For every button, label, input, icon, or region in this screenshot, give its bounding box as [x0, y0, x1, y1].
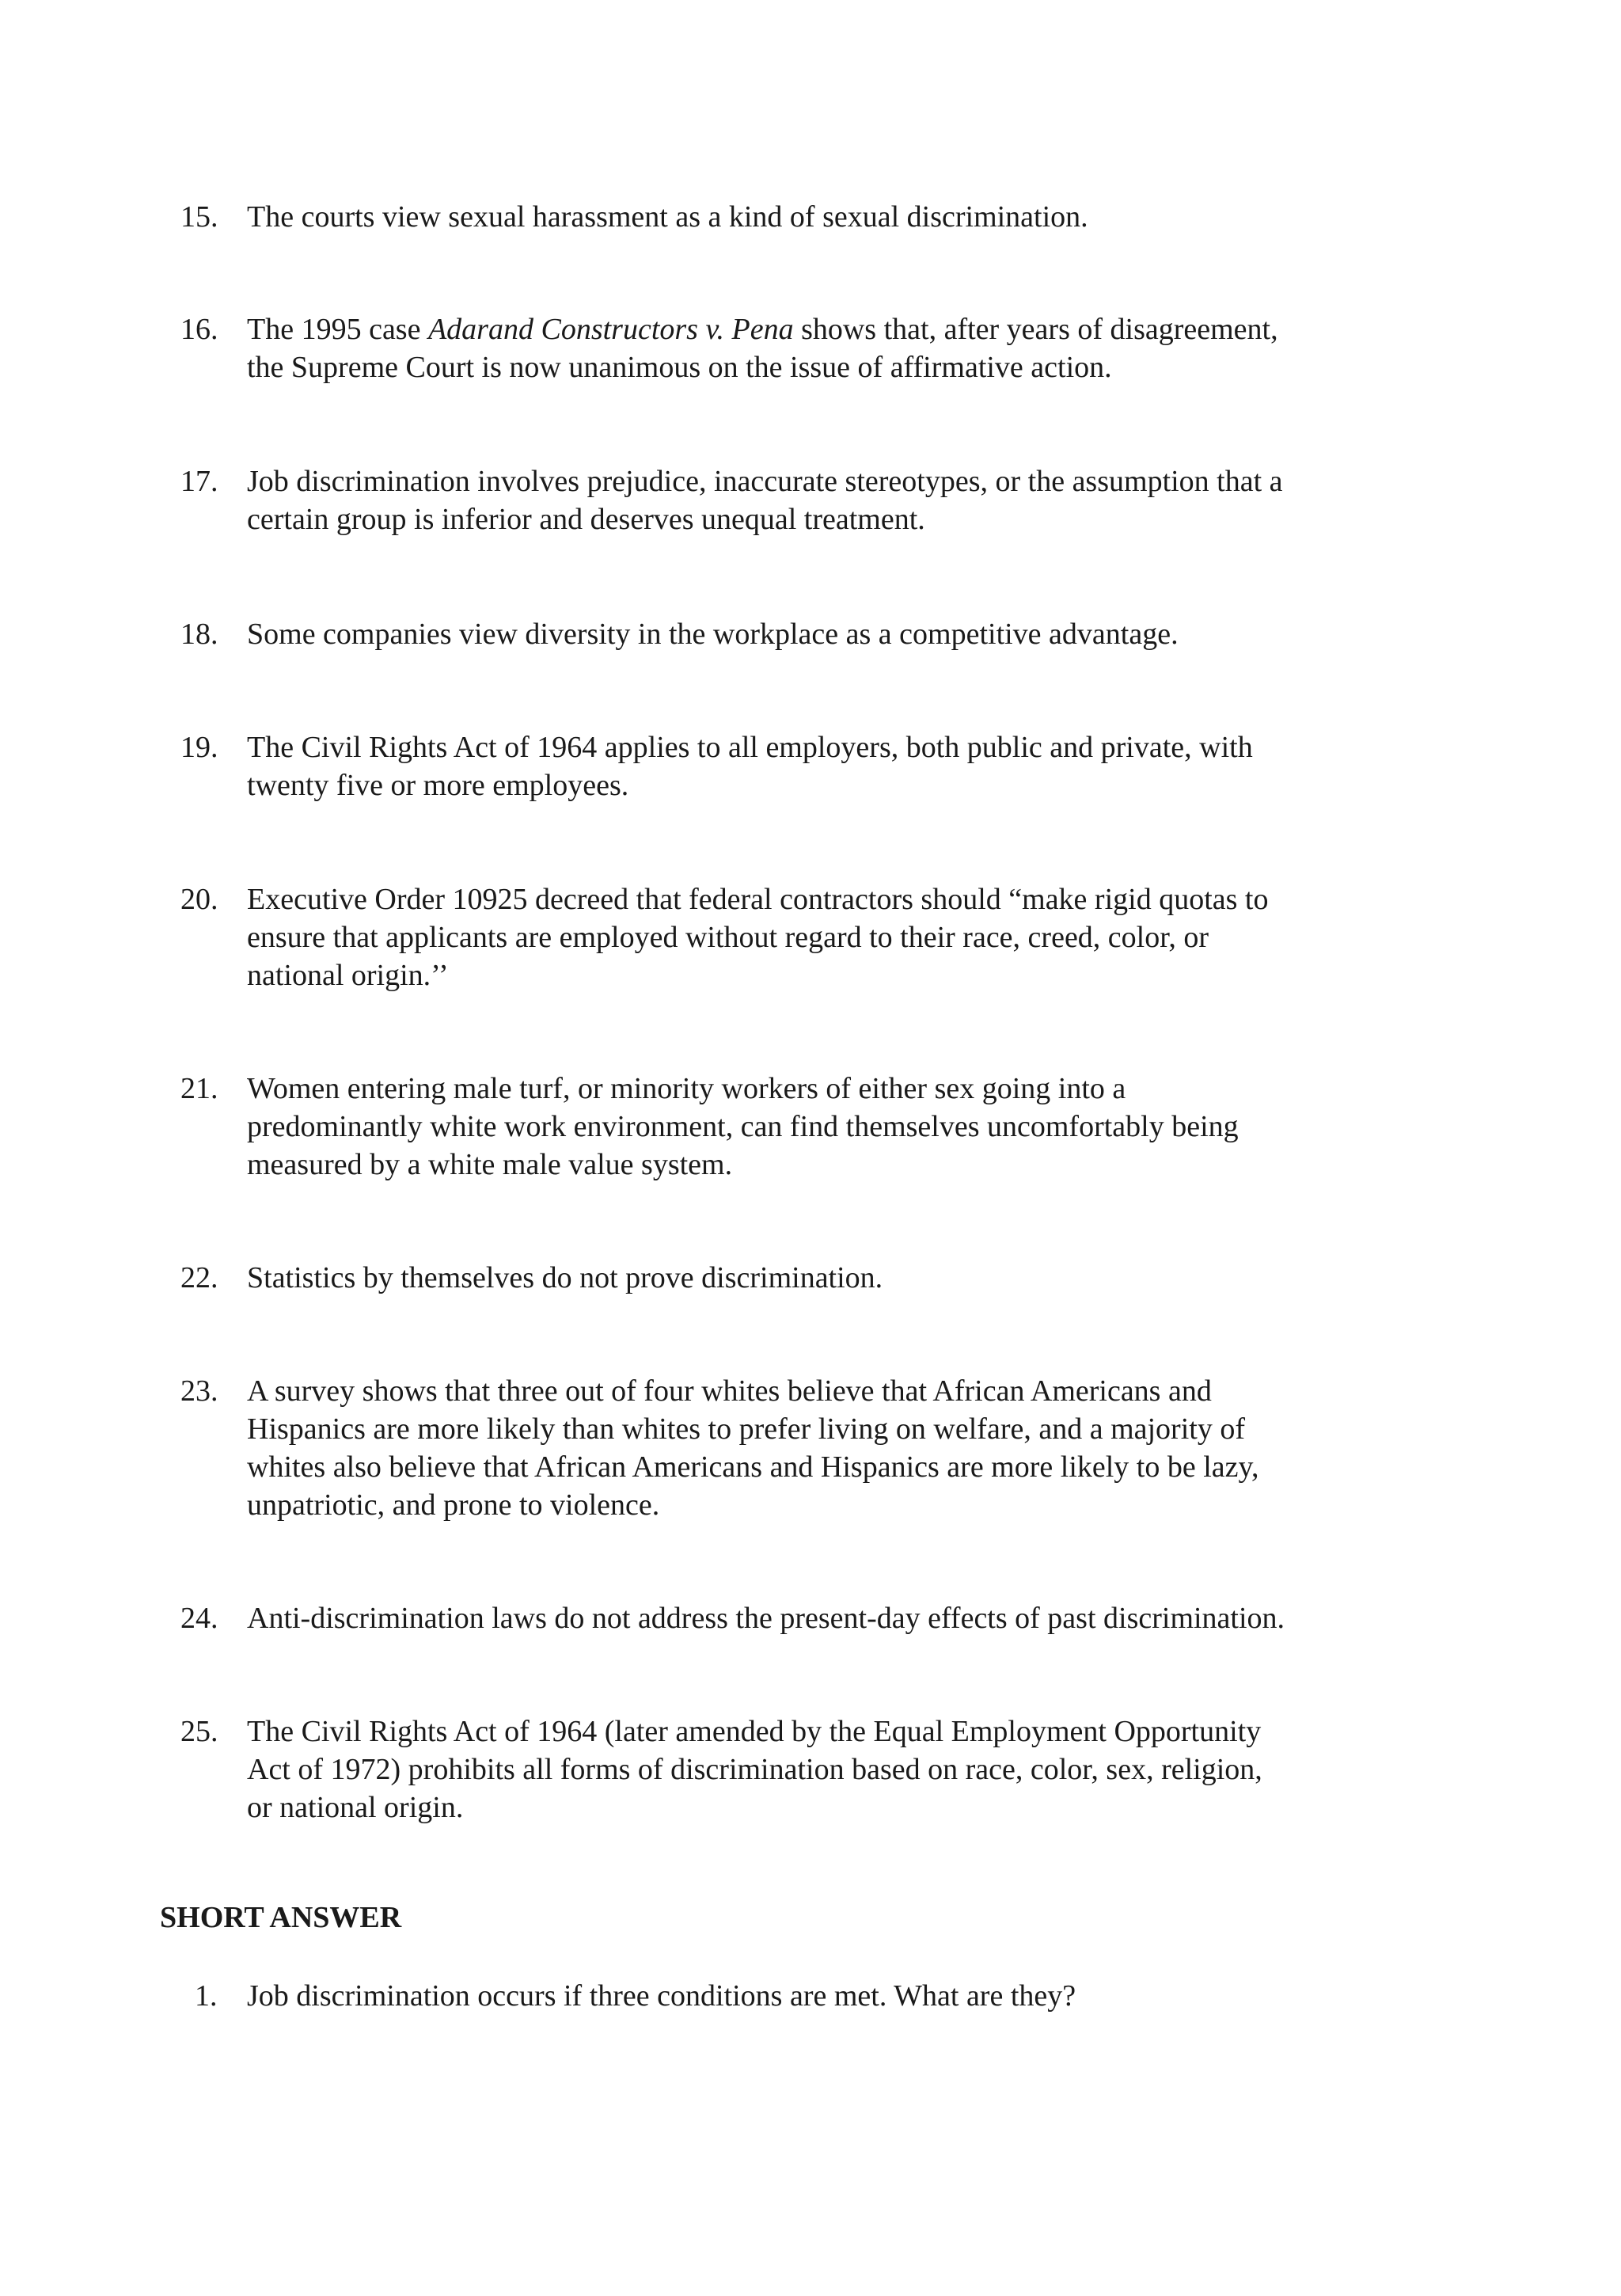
text-segment: The 1995 case	[247, 313, 428, 346]
question-line: The Civil Rights Act of 1964 (later amended by the Equal Employment Opportunity	[247, 1715, 1262, 1748]
question-number: 21.	[180, 1072, 218, 1105]
question-line: Hispanics are more likely than whites to prefer living on welfare, and a majority of	[247, 1412, 1245, 1446]
question-line: Job discrimination involves prejudice, inaccurate stereotypes, or the assumption that a	[247, 465, 1283, 498]
question-text	[247, 1372, 1415, 1524]
question-number: 17.	[180, 465, 218, 498]
question-line: measured by a white male value system.	[247, 1148, 733, 1181]
section-heading-short-answer: SHORT ANSWER	[160, 1901, 402, 1934]
question-23	[180, 1372, 1415, 1524]
question-18	[180, 615, 1415, 653]
short-answer-question-1	[195, 1977, 1382, 2015]
question-line: A survey shows that three out of four whites believe that African Americans and	[247, 1374, 1212, 1408]
question-19	[180, 728, 1415, 804]
question-text	[247, 1599, 1415, 1637]
question-text	[247, 1259, 1415, 1297]
question-line: the Supreme Court is now unanimous on the issue of affirmative action.	[247, 351, 1112, 384]
question-line: certain group is inferior and deserves unequal treatment.	[247, 503, 925, 536]
question-line: Some companies view diversity in the workplace as a competitive advantage.	[247, 618, 1179, 651]
question-text	[247, 462, 1415, 538]
question-16	[180, 310, 1415, 386]
question-15	[180, 198, 1415, 236]
question-line: Statistics by themselves do not prove discrimination.	[247, 1261, 883, 1294]
question-line: Executive Order 10925 decreed that federal contractors should “make rigid quotas to	[247, 883, 1269, 916]
question-line: The courts view sexual harassment as a kind of sexual discrimination.	[247, 200, 1088, 234]
question-line: Women entering male turf, or minority workers of either sex going into a	[247, 1072, 1126, 1105]
question-line: or national origin.	[247, 1791, 464, 1824]
question-number: 16.	[180, 313, 218, 346]
question-number: 22.	[180, 1261, 218, 1294]
question-20	[180, 880, 1415, 994]
case-name: Adarand Constructors v. Pena	[427, 313, 794, 346]
question-text	[247, 310, 1415, 386]
question-text	[247, 880, 1415, 994]
question-text	[247, 198, 1415, 236]
question-text	[247, 615, 1415, 653]
question-line: whites also believe that African Americans and Hispanics are more likely to be lazy,	[247, 1450, 1259, 1484]
question-number: 19.	[180, 731, 218, 764]
question-22	[180, 1259, 1415, 1297]
question-line: national origin.’’	[247, 959, 449, 992]
question-line: ensure that applicants are employed without regard to their race, creed, color, or	[247, 921, 1209, 954]
question-number: 18.	[180, 618, 218, 651]
question-number: 24.	[180, 1602, 218, 1635]
question-number: 1.	[195, 1979, 218, 2013]
text-segment: shows that, after years of disagreement,	[793, 313, 1278, 346]
question-line: twenty five or more employees.	[247, 769, 629, 802]
question-number: 25.	[180, 1715, 218, 1748]
question-25	[180, 1712, 1415, 1827]
question-text: Job discrimination occurs if three conditions are met. What are they?	[247, 1979, 1076, 2013]
question-line: The Civil Rights Act of 1964 applies to all employers, both public and private, with	[247, 731, 1253, 764]
question-line: Anti-discrimination laws do not address the present-day effects of past discrimination.	[247, 1602, 1285, 1635]
question-line: Act of 1972) prohibits all forms of discrimination based on race, color, sex, religion,	[247, 1753, 1262, 1786]
question-number: 20.	[180, 883, 218, 916]
question-text	[247, 1070, 1415, 1184]
question-text	[247, 1712, 1415, 1827]
question-number: 15.	[180, 200, 218, 234]
question-24	[180, 1599, 1415, 1637]
question-text	[247, 728, 1415, 804]
question-line: unpatriotic, and prone to violence.	[247, 1488, 660, 1522]
question-17	[180, 462, 1415, 538]
question-line: predominantly white work environment, can find themselves uncomfortably being	[247, 1110, 1239, 1143]
question-number: 23.	[180, 1374, 218, 1408]
question-21	[180, 1070, 1415, 1184]
question-line-mixed	[247, 310, 1415, 348]
